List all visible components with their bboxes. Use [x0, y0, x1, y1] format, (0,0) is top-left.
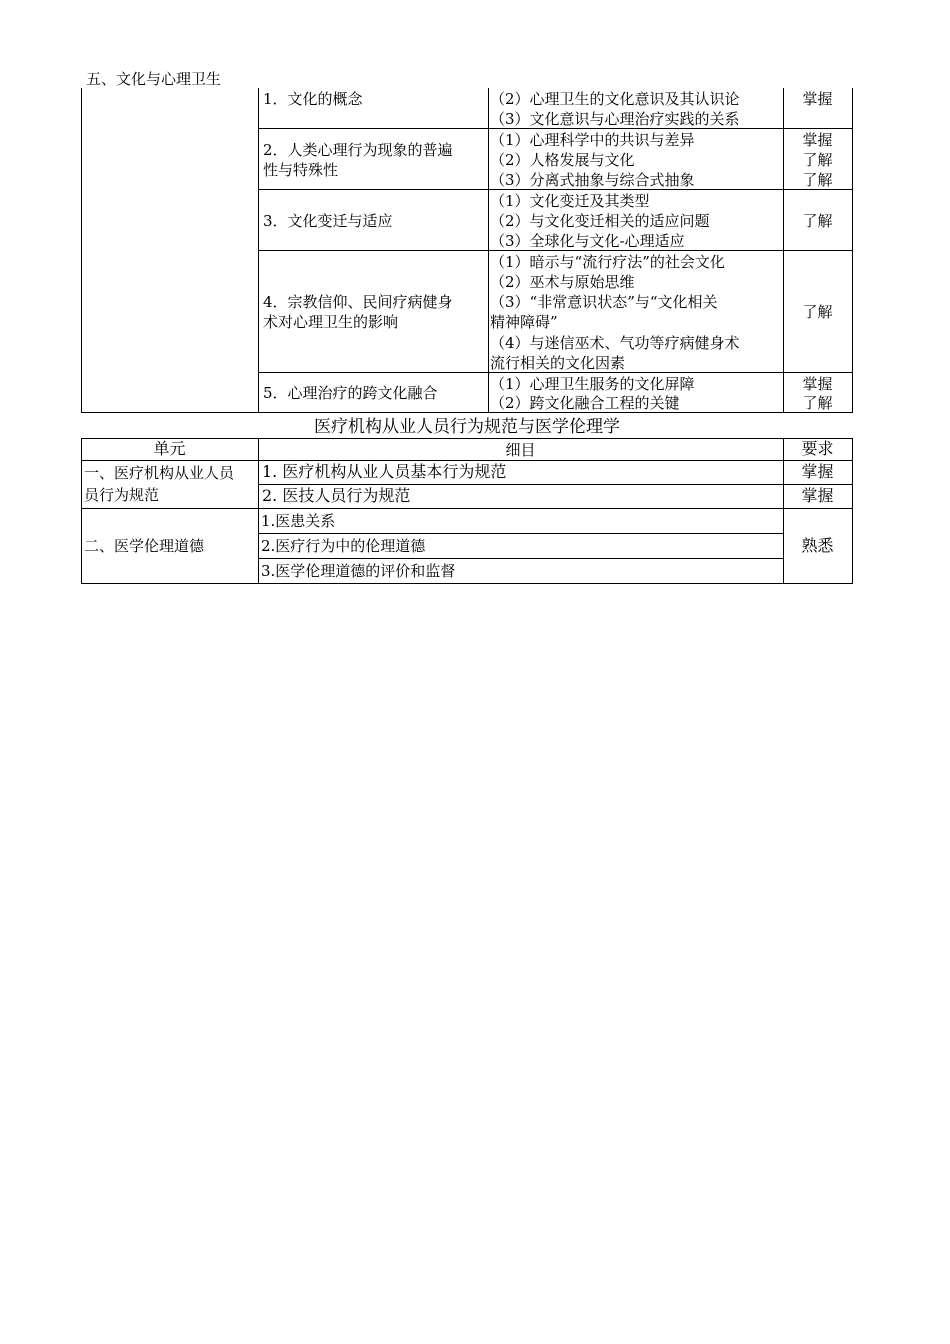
unit-name: 二、医学伦理道德 [84, 537, 205, 555]
section-title: 医疗机构从业人员行为规范与医学伦理学 [314, 417, 620, 437]
detail-text: 2.医疗行为中的伦理道德 [261, 537, 426, 555]
requirement-text: 掌握 [802, 90, 833, 108]
detail-text: （2）跨文化融合工程的关键 [490, 394, 680, 412]
detail-text: 1.医患关系 [261, 512, 336, 530]
detail-text: （1）心理卫生服务的文化屏障 [490, 375, 695, 393]
detail-text: （1）文化变迁及其类型 [490, 192, 650, 210]
item-text: 术对心理卫生的影响 [263, 313, 399, 331]
detail-text: 精神障碍” [490, 313, 558, 331]
requirement-text: 了解 [802, 171, 833, 189]
detail-text: （3）分离式抽象与综合式抽象 [490, 171, 695, 189]
detail-text: （1）心理科学中的共识与差异 [490, 131, 695, 149]
unit-name: 一、医疗机构从业人员 [84, 464, 235, 482]
requirement-text: 了解 [802, 394, 833, 412]
requirement-text: 掌握 [802, 375, 833, 393]
item-text: 1．文化的概念 [263, 90, 363, 108]
detail-text: （4）与迷信巫术、气功等疗病健身术 [490, 334, 740, 352]
detail-text: 流行相关的文化因素 [490, 354, 626, 372]
detail-text: （2）巫术与原始思维 [490, 273, 635, 291]
header-requirement: 要求 [801, 439, 834, 458]
requirement-text: 掌握 [801, 462, 834, 481]
detail-text: （3）文化意识与心理治疗实践的关系 [490, 110, 740, 128]
detail-text: （3）全球化与文化-心理适应 [490, 232, 685, 250]
detail-text: 1. 医疗机构从业人员基本行为规范 [262, 462, 507, 481]
detail-text: （2）与文化变迁相关的适应问题 [490, 212, 710, 230]
item-text: 4．宗教信仰、民间疗病健身 [263, 293, 453, 311]
requirement-text: 了解 [802, 151, 833, 169]
requirement-text: 了解 [802, 212, 833, 230]
item-text: 2．人类心理行为现象的普遍 [263, 141, 453, 159]
item-text: 5．心理治疗的跨文化融合 [263, 384, 438, 402]
detail-text: （3）“非常意识状态”与“文化相关 [490, 293, 718, 311]
header-unit: 单元 [153, 439, 186, 458]
detail-text: （1）暗示与“流行疗法”的社会文化 [490, 253, 725, 271]
requirement-text: 熟悉 [801, 536, 834, 555]
requirement-text: 了解 [802, 303, 833, 321]
detail-text: （2）人格发展与文化 [490, 151, 635, 169]
unit-label: 五、文化与心理卫生 [86, 70, 222, 88]
detail-text: （2）心理卫生的文化意识及其认识论 [490, 90, 740, 108]
requirement-text: 掌握 [802, 131, 833, 149]
item-text: 3．文化变迁与适应 [263, 212, 393, 230]
unit-name: 员行为规范 [84, 486, 160, 504]
detail-text: 2. 医技人员行为规范 [262, 486, 411, 505]
item-text: 性与特殊性 [263, 161, 339, 179]
header-detail: 细目 [505, 441, 536, 459]
detail-text: 3.医学伦理道德的评价和监督 [261, 562, 456, 580]
requirement-text: 掌握 [801, 486, 834, 505]
